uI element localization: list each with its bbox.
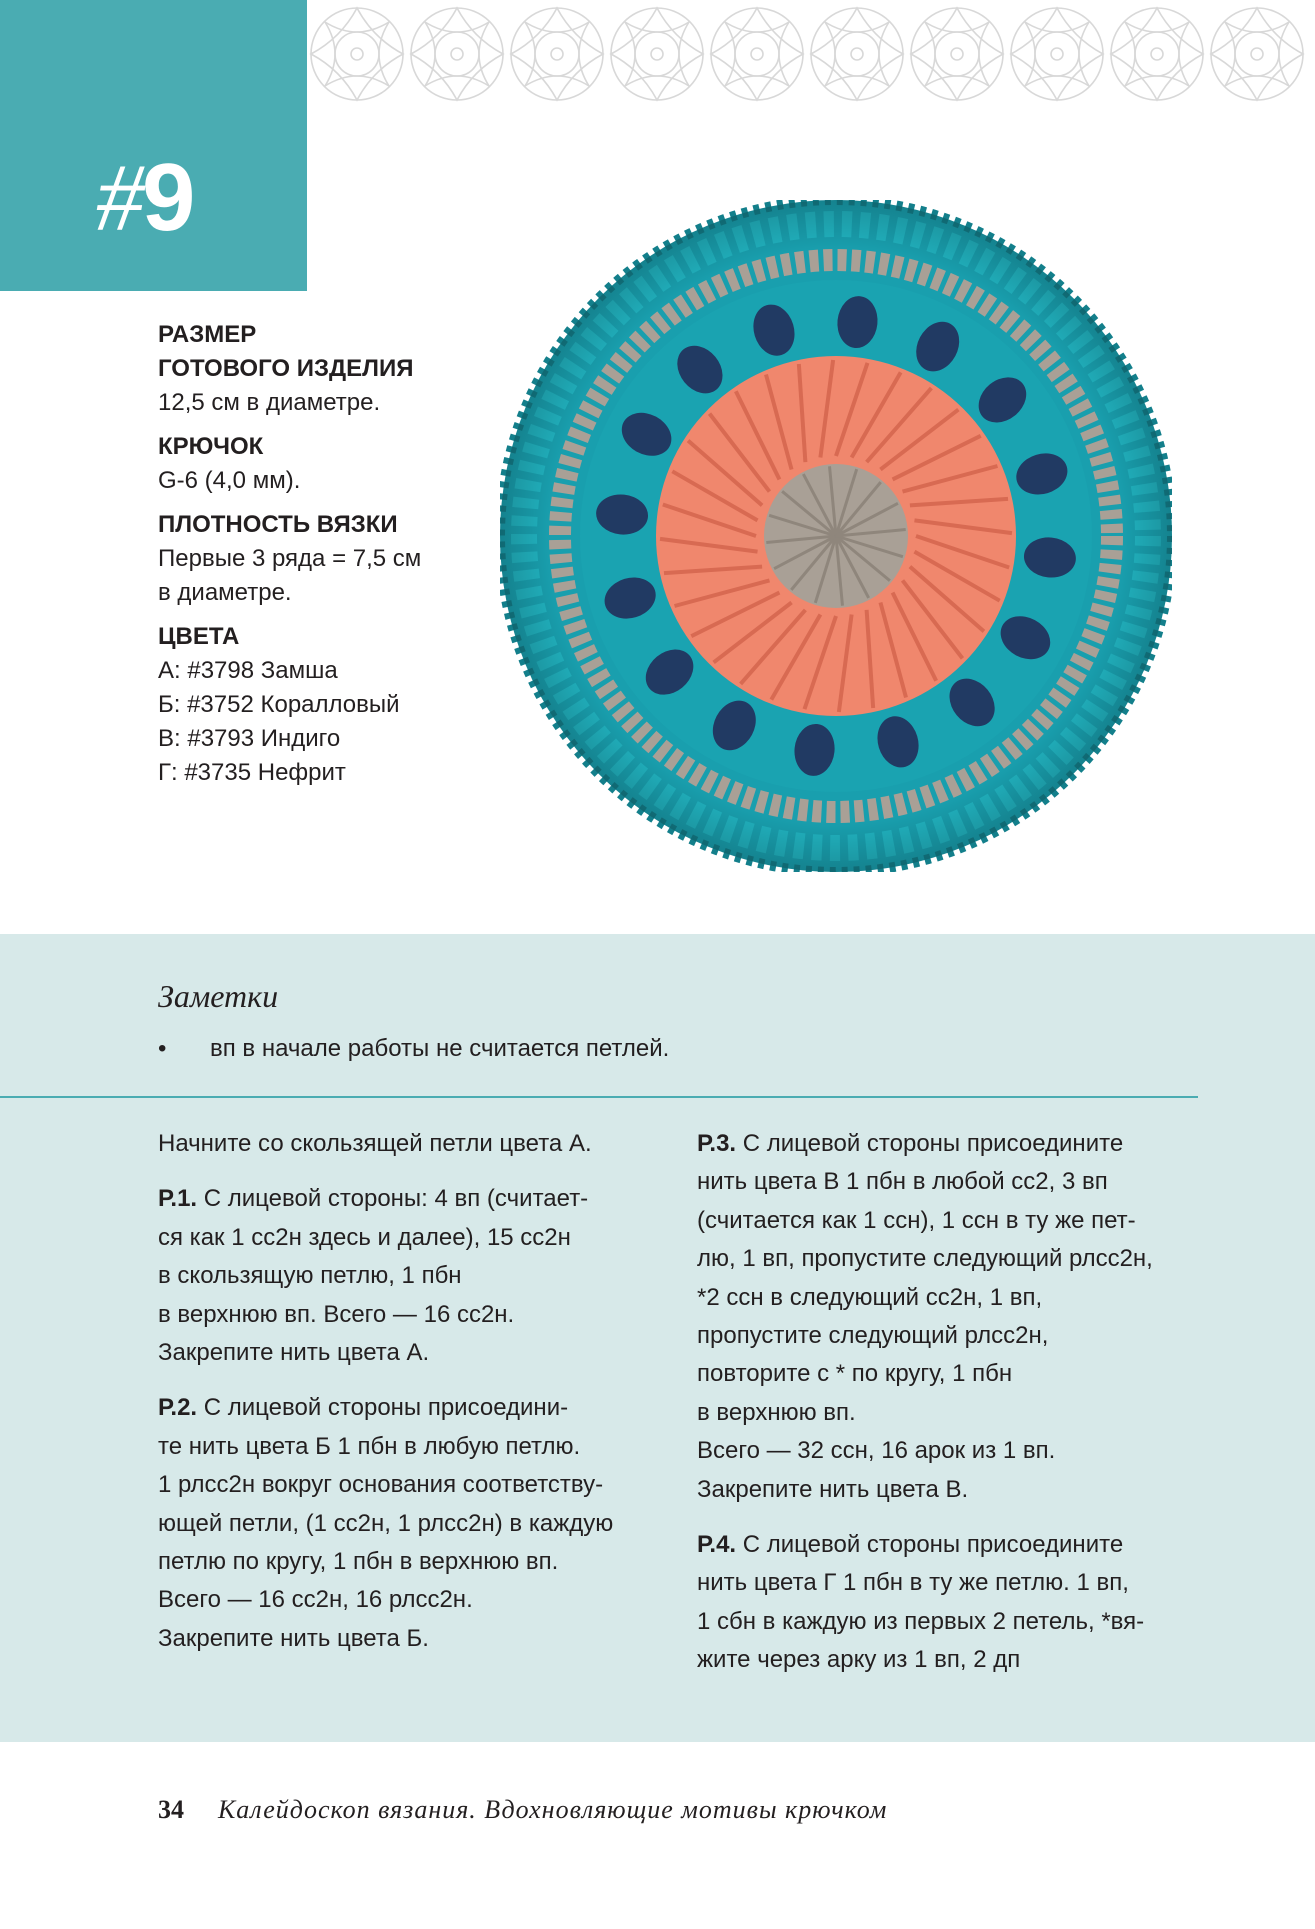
spec-colors bbox=[158, 620, 498, 790]
row-label: Р.2. bbox=[158, 1394, 198, 1422]
spec-heading: КРЮЧОК bbox=[158, 433, 264, 460]
pattern-number bbox=[96, 144, 194, 251]
color-item: А: #3798 Замша bbox=[158, 657, 338, 684]
spec-value: G-6 (4,0 мм). bbox=[158, 467, 301, 494]
hash-symbol: # bbox=[96, 144, 142, 251]
spec-heading: РАЗМЕР bbox=[158, 321, 257, 348]
row-label: Р.4. bbox=[697, 1531, 737, 1559]
row-1-instructions: Р.1. С лицевой стороны: 4 вп (считает- ся как 1 сс2н здесь и далее), 15 сс2н в скользящую петлю, 1 пбн в верхнюю вп. Всего — 16 сс2н. Закрепите нить цвета А. bbox=[158, 1185, 589, 1367]
book-title: Калейдоскоп вязания. Вдохновляющие мотивы крючком bbox=[218, 1795, 888, 1824]
specs-panel bbox=[158, 318, 498, 790]
spec-heading: ЦВЕТА bbox=[158, 623, 240, 650]
pattern-number-block bbox=[0, 0, 307, 291]
bullet-icon: • bbox=[158, 1035, 167, 1062]
spec-size bbox=[158, 318, 498, 420]
row-label: Р.1. bbox=[158, 1185, 198, 1213]
crochet-motif-photo bbox=[500, 200, 1172, 872]
lace-pattern-strip bbox=[307, 0, 1315, 128]
spec-value: Первые 3 ряда = 7,5 см bbox=[158, 545, 422, 572]
spec-value: в диаметре. bbox=[158, 579, 292, 606]
note-text: вп в начале работы не считается петлей. bbox=[210, 1035, 670, 1062]
spec-value: 12,5 см в диаметре. bbox=[158, 389, 381, 416]
note-item bbox=[158, 1035, 669, 1063]
color-item: Б: #3752 Коралловый bbox=[158, 691, 400, 718]
row-2-instructions: Р.2. С лицевой стороны присоедини- те нить цвета Б 1 пбн в любую петлю. 1 рлсс2н вокруг основания соответству- ющей петли, (1 сс2н, 1 рлсс2н) в каждую петлю по кругу, 1 пбн в верхнюю вп. Всего — 16 сс2н, 16 рлсс2н. Закрепите нить цвета Б. bbox=[158, 1394, 614, 1652]
page-footer bbox=[158, 1795, 887, 1825]
instructions-left-column bbox=[158, 1125, 658, 1675]
spec-hook bbox=[158, 430, 498, 498]
page-number: 34 bbox=[158, 1795, 184, 1824]
lace-rosettes bbox=[311, 8, 1303, 100]
intro-text: Начните со скользящей петли цвета А. bbox=[158, 1130, 592, 1157]
spec-gauge bbox=[158, 508, 498, 610]
instructions-right-column bbox=[697, 1125, 1197, 1697]
section-divider bbox=[0, 1096, 1198, 1098]
color-item: В: #3793 Индиго bbox=[158, 725, 341, 752]
row-3-instructions: Р.3. С лицевой стороны присоедините нить цвета В 1 пбн в любой сс2, 3 вп (считается как 1 ссн), 1 ссн в ту же пет- лю, 1 вп, пропустите следующий рлсс2н, *2 ссн в следующий сс2н, 1 вп, пропустите следующий рлсс2н, повторите с * по кругу, 1 пбн в верхнюю вп. Всего — 32 ссн, 16 арок из 1 вп. Закрепите нить цвета В. bbox=[697, 1130, 1153, 1503]
spec-heading: ГОТОВОГО ИЗДЕЛИЯ bbox=[158, 355, 414, 382]
pattern-number-value: 9 bbox=[142, 144, 194, 251]
color-item: Г: #3735 Нефрит bbox=[158, 759, 346, 786]
row-4-instructions: Р.4. С лицевой стороны присоедините нить цвета Г 1 пбн в ту же петлю. 1 вп, 1 сбн в каждую из первых 2 петель, *вя- жите через арку из 1 вп, 2 дп bbox=[697, 1531, 1145, 1674]
row-label: Р.3. bbox=[697, 1130, 737, 1157]
spec-heading: ПЛОТНОСТЬ ВЯЗКИ bbox=[158, 511, 398, 538]
notes-title: Заметки bbox=[158, 978, 279, 1014]
